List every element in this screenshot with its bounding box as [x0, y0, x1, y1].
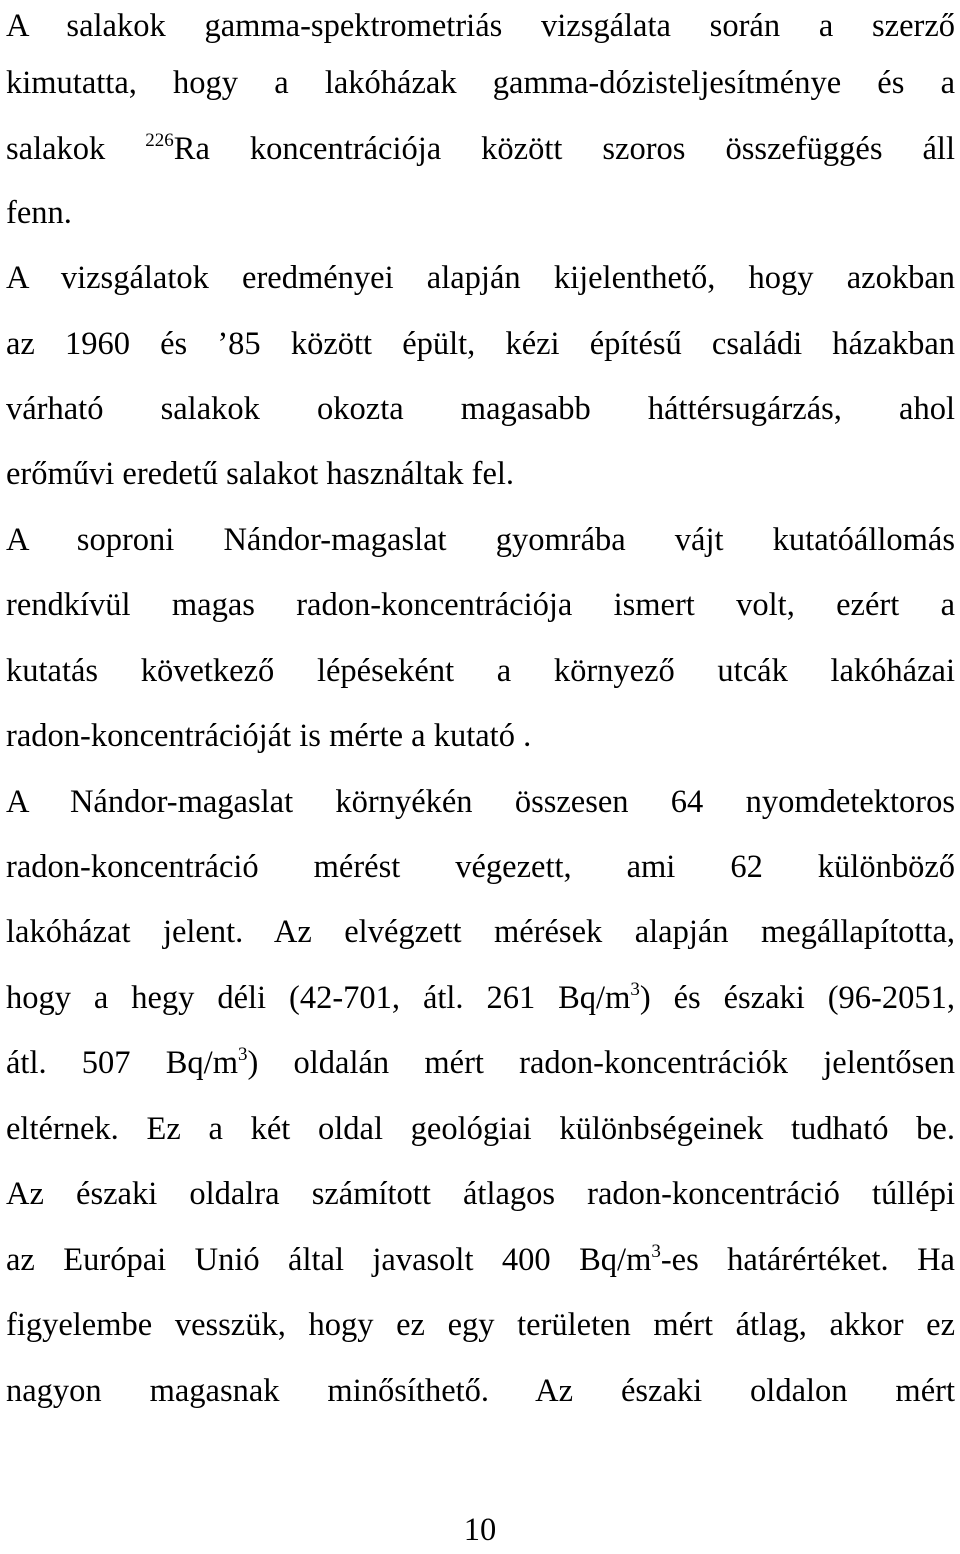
- superscript-mass-number: 226: [145, 130, 174, 151]
- text-line-20: az Európai Unió által javasolt 400 $Bq/m^3-es$ határértéket. Ha: [6, 1241, 955, 1278]
- text-line-21: figyelembe vesszük, hogy ez egy területen mért átlag, akkor ez: [6, 1307, 955, 1343]
- text-line-5: A vizsgálatok eredményei alapján kijelenthető, hogy azokban: [6, 260, 955, 296]
- superscript-exponent: 3: [630, 979, 640, 1000]
- text-line-16: hogy a hegy déli (42-701, átl. 261 $Bq/m^3$) és északi (96-2051,: [6, 979, 955, 1016]
- text-line-10: rendkívül magas radon-koncentrációja ismert volt, ezért a: [6, 587, 955, 623]
- text-line-19: Az északi oldalra számított átlagos radon-koncentráció túllépi: [6, 1176, 955, 1212]
- page-number: 10: [463, 1512, 497, 1548]
- text-line-8: erőművi eredetű salakot használtak fel.: [6, 456, 515, 492]
- text-line-14: radon-koncentráció mérést végezett, ami 62 különböző: [6, 849, 955, 885]
- text-line-15: lakóházat jelent. Az elvégzett mérések alapján megállapította,: [6, 914, 955, 950]
- text-line-2: kimutatta, hogy a lakóházak gamma-dózisteljesítménye és a: [6, 65, 955, 101]
- text-line-3: salakok $^{226}$Ra koncentrációja között szoros összefüggés áll: [6, 130, 955, 167]
- text-line-12: radon-koncentrációját is mérte a kutató .: [6, 718, 532, 754]
- text-line-6: az 1960 és ’85 között épült, kézi építésű családi házakban: [6, 326, 955, 362]
- text-line-1: A salakok gamma-spektrometriás vizsgálata során a szerző: [6, 8, 955, 44]
- superscript-exponent: 3: [238, 1044, 248, 1065]
- text-line-7: várható salakok okozta magasabb háttérsugárzás, ahol: [6, 391, 955, 427]
- text-line-11: kutatás következő lépéseként a környező utcák lakóházai: [6, 653, 955, 689]
- superscript-exponent: 3: [651, 1241, 661, 1262]
- text-line-4: fenn.: [6, 195, 72, 231]
- text-line-17: átl. 507 $Bq/m^3$) oldalán mért radon-koncentrációk jelentősen: [6, 1044, 955, 1081]
- text-line-13: A Nándor-magaslat környékén összesen 64 nyomdetektoros: [6, 784, 955, 820]
- text-line-18: eltérnek. Ez a két oldal geológiai különbségeinek tudható be.: [6, 1111, 955, 1147]
- text-line-22: nagyon magasnak minősíthető. Az északi oldalon mért: [6, 1373, 955, 1409]
- text-line-9: A soproni Nándor-magaslat gyomrába vájt kutatóállomás: [6, 522, 955, 558]
